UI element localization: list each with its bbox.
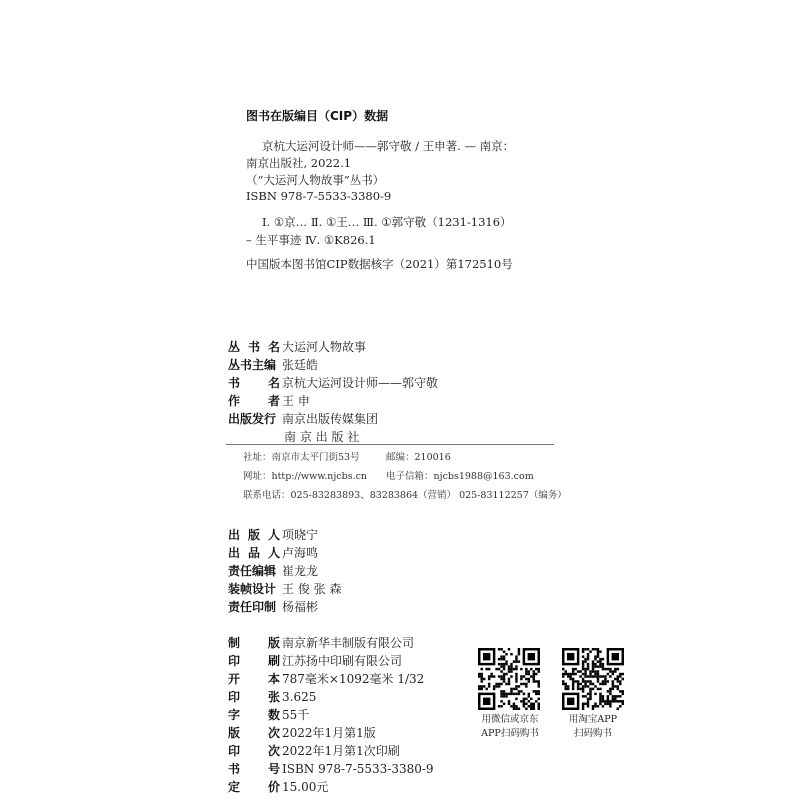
responsible-editor-row bbox=[228, 562, 318, 579]
print-responsible-label: 责任印制 bbox=[228, 600, 277, 614]
format-value: 787毫米×1092毫米 1/32 bbox=[282, 672, 425, 686]
series-label: 丛 书 名 bbox=[228, 340, 280, 354]
qr-caption-wechat-jd-line2: APP扫码购书 bbox=[481, 728, 539, 739]
words-row bbox=[228, 706, 309, 723]
qr-code-wechat-jd[interactable] bbox=[478, 648, 540, 710]
isbn-value: ISBN 978-7-5533-3380-9 bbox=[282, 762, 434, 776]
cip-line-cip-number: 中国版本图书馆CIP数据核字（2021）第172510号 bbox=[246, 257, 513, 271]
format-row bbox=[228, 670, 424, 687]
producer-label: 出 品 人 bbox=[228, 546, 280, 560]
cip-line-title: 京杭大运河设计师——郭守敬 / 王申著. — 南京： bbox=[262, 139, 515, 153]
isbn-label: 书 号 bbox=[228, 762, 280, 776]
edition-value: 2022年1月第1版 bbox=[282, 726, 376, 740]
cip-line-classification: Ⅰ. ①京… Ⅱ. ①王… Ⅲ. ①郭守敬（1231-1316） bbox=[262, 215, 512, 229]
postcode: 邮编：210016 bbox=[386, 452, 451, 463]
qr-caption-taobao-line1: 用淘宝APP bbox=[568, 714, 618, 725]
price-value: 15.00元 bbox=[282, 780, 329, 794]
author-label: 作 者 bbox=[228, 394, 280, 408]
publisher-person-row bbox=[228, 526, 318, 543]
impression-row bbox=[228, 742, 400, 759]
editor-in-chief-row bbox=[228, 356, 318, 373]
book-name-row bbox=[228, 374, 438, 391]
producer-row bbox=[228, 544, 318, 561]
plate-label: 制 版 bbox=[228, 636, 280, 650]
words-value: 55千 bbox=[282, 708, 310, 722]
cip-line-series: （“大运河人物故事”丛书） bbox=[246, 173, 385, 187]
series-value: 大运河人物故事 bbox=[282, 340, 367, 354]
publisher-person-value: 项晓宁 bbox=[282, 528, 319, 542]
author-value: 王 申 bbox=[282, 394, 310, 408]
qr-code-wechat-jd-graphic bbox=[478, 648, 540, 710]
edition-row bbox=[228, 724, 376, 741]
qr-caption-taobao bbox=[548, 713, 638, 741]
qr-code-taobao-graphic bbox=[562, 648, 624, 710]
publisher-person-label: 出 版 人 bbox=[228, 528, 280, 542]
design-label: 装帧设计 bbox=[228, 582, 277, 596]
design-value: 王 俊 张 森 bbox=[282, 582, 342, 596]
printing-label: 印 刷 bbox=[228, 654, 280, 668]
cip-line-publisher: 南京出版社, 2022.1 bbox=[246, 156, 352, 170]
price-label: 定 价 bbox=[228, 780, 280, 794]
editor-in-chief-label: 丛书主编 bbox=[228, 358, 277, 372]
author-row bbox=[228, 392, 310, 409]
email: 电子信箱：njcbs1988@163.com bbox=[386, 471, 534, 482]
design-row bbox=[228, 580, 341, 597]
impression-label: 印 次 bbox=[228, 744, 280, 758]
words-label: 字 数 bbox=[228, 708, 280, 722]
producer-value: 卢海鸣 bbox=[282, 546, 319, 560]
printing-value: 江苏扬中印刷有限公司 bbox=[282, 654, 403, 668]
plate-value: 南京新华丰制版有限公司 bbox=[282, 636, 415, 650]
phone: 联系电话：025-83283893、83283864（营销） 025-83112257（编务） bbox=[243, 490, 567, 501]
print-responsible-row bbox=[228, 598, 318, 615]
qr-caption-wechat-jd-line1: 用微信或京东 bbox=[481, 714, 539, 725]
responsible-editor-value: 崔龙龙 bbox=[282, 564, 319, 578]
address: 社址：南京市太平门街53号 bbox=[243, 452, 360, 463]
qr-code-taobao[interactable] bbox=[562, 648, 624, 710]
qr-caption-taobao-line2: 扫码购书 bbox=[573, 728, 612, 739]
impression-value: 2022年1月第1次印刷 bbox=[282, 744, 400, 758]
website: 网址：http://www.njcbs.cn bbox=[243, 471, 368, 482]
publisher-row-2 bbox=[282, 428, 359, 445]
price-row bbox=[228, 778, 328, 795]
cip-title: 图书在版编目（CIP）数据 bbox=[246, 109, 389, 123]
editor-in-chief-value: 张廷皓 bbox=[282, 358, 319, 372]
publisher-label: 出版发行 bbox=[228, 412, 277, 426]
format-label: 开 本 bbox=[228, 672, 280, 686]
print-responsible-value: 杨福彬 bbox=[282, 600, 319, 614]
sheets-value: 3.625 bbox=[282, 690, 317, 704]
qr-caption-wechat-jd bbox=[465, 713, 555, 741]
sheets-label: 印 张 bbox=[228, 690, 280, 704]
sheets-row bbox=[228, 688, 316, 705]
printing-row bbox=[228, 652, 402, 669]
publisher-value-group: 南京出版传媒集团 bbox=[282, 412, 379, 426]
edition-label: 版 次 bbox=[228, 726, 280, 740]
book-name-label: 书 名 bbox=[228, 376, 280, 390]
divider bbox=[226, 444, 554, 445]
isbn-row bbox=[228, 760, 434, 777]
book-name-value: 京杭大运河设计师——郭守敬 bbox=[282, 376, 439, 390]
series-row bbox=[228, 338, 366, 355]
publisher-value-house: 南 京 出 版 社 bbox=[284, 430, 360, 444]
plate-row bbox=[228, 634, 414, 651]
responsible-editor-label: 责任编辑 bbox=[228, 564, 277, 578]
publisher-row bbox=[228, 410, 378, 427]
cip-line-classification-cont: – 生平事迹 Ⅳ. ①K826.1 bbox=[246, 233, 376, 247]
cip-line-isbn: ISBN 978-7-5533-3380-9 bbox=[246, 189, 392, 203]
